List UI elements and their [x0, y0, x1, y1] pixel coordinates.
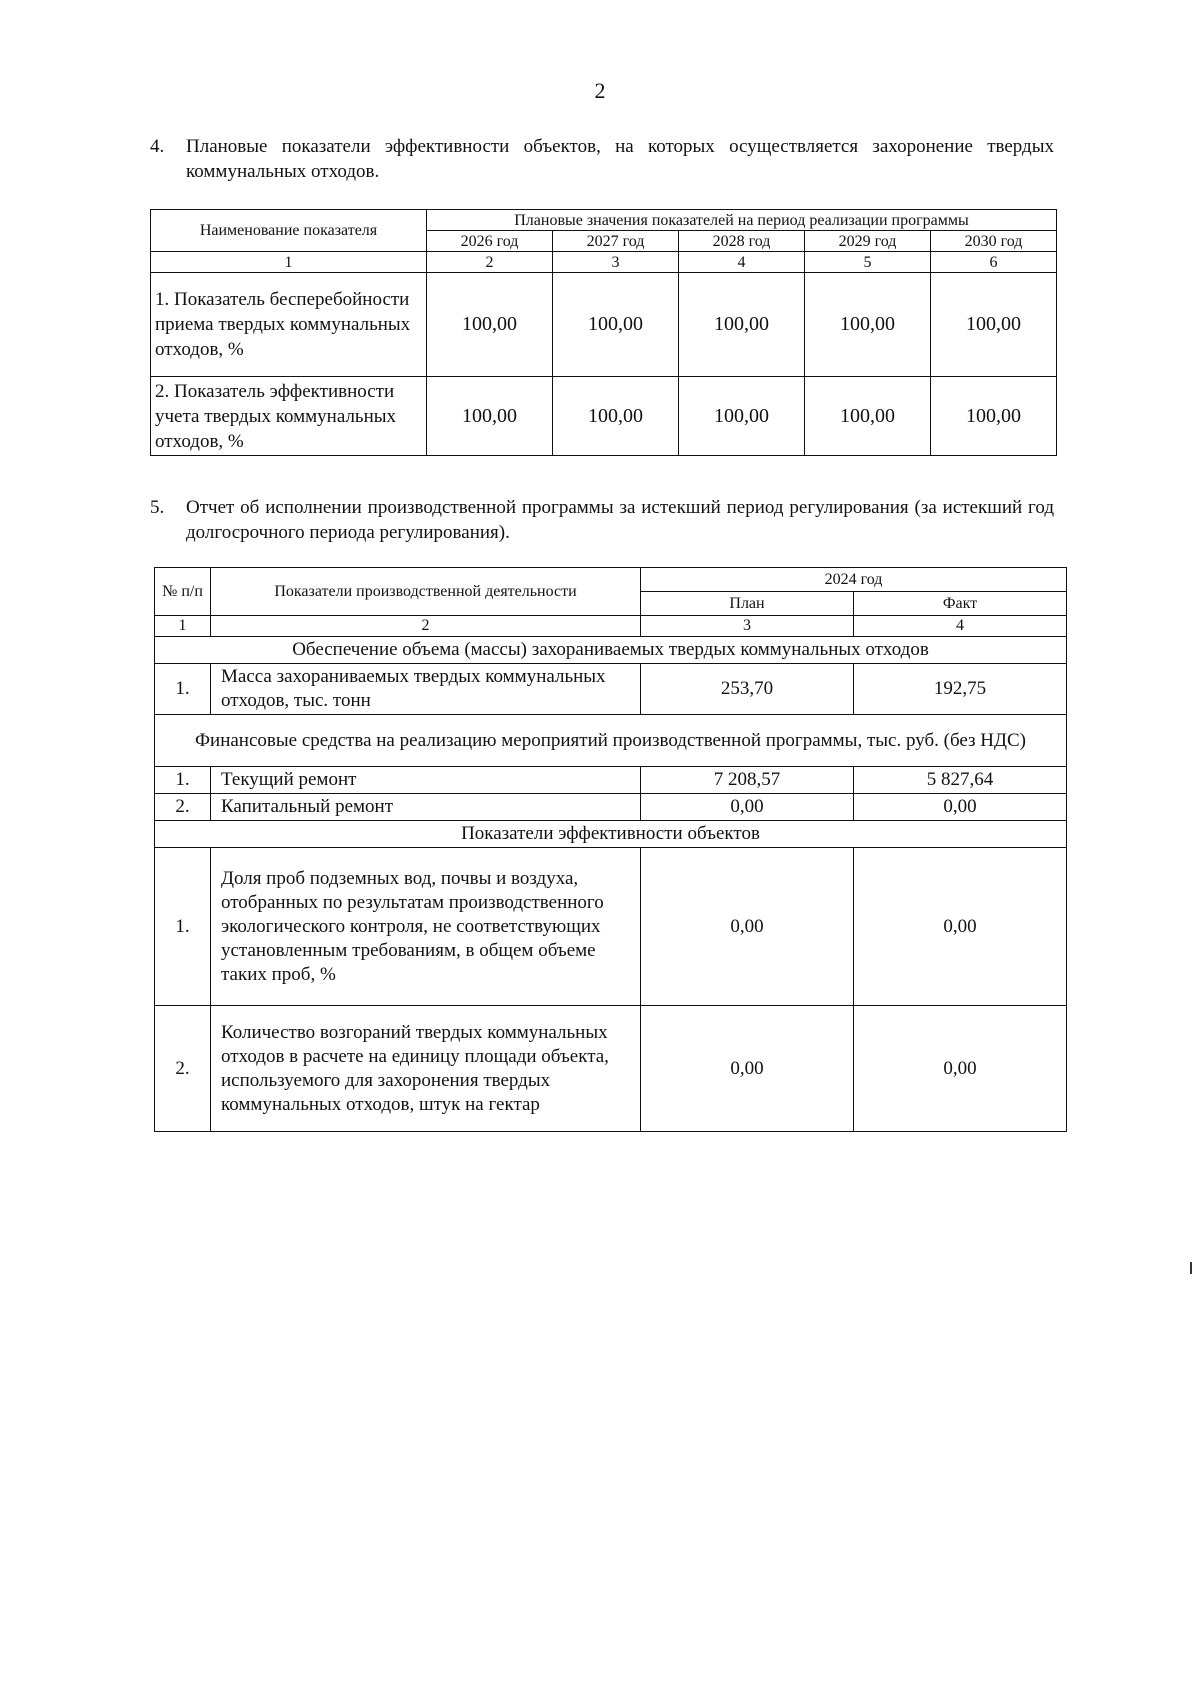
indicator-value: 100,00 — [931, 377, 1057, 456]
indicator-name: Количество возгораний твердых коммунальных отходов в расчете на единицу площади объекта, используемого для захоронения твердых коммунальных отходов, штук на гектар — [211, 1006, 641, 1132]
fact-column-header: Факт — [854, 592, 1067, 616]
column-number: 1 — [151, 252, 427, 273]
fact-value: 192,75 — [854, 664, 1067, 715]
table-row — [151, 377, 1057, 456]
indicator-value: 100,00 — [427, 273, 553, 377]
table-row — [151, 273, 1057, 377]
indicator-value: 100,00 — [805, 377, 931, 456]
section-5-number: 5. — [150, 497, 165, 518]
section-4-number: 4. — [150, 136, 165, 157]
row-number: 1. — [155, 848, 211, 1006]
column-number: 4 — [679, 252, 805, 273]
column-number-row — [151, 252, 1057, 273]
plan-value: 7 208,57 — [641, 767, 854, 794]
indicator-value: 100,00 — [805, 273, 931, 377]
indicator-name: Текущий ремонт — [211, 767, 641, 794]
row-number: 1. — [155, 664, 211, 715]
group-row — [155, 715, 1067, 767]
indicator-name: 2. Показатель эффективности учета твердых коммунальных отходов, % — [151, 377, 427, 456]
indicator-value: 100,00 — [427, 377, 553, 456]
row-number: 2. — [155, 794, 211, 821]
name-column-header: Наименование показателя — [151, 210, 427, 252]
fact-value: 0,00 — [854, 1006, 1067, 1132]
year-header: 2029 год — [805, 231, 931, 252]
column-number: 3 — [641, 616, 854, 637]
program-report-table — [154, 567, 1067, 1132]
plan-value: 0,00 — [641, 848, 854, 1006]
plan-value: 0,00 — [641, 1006, 854, 1132]
section-4-text: Плановые показатели эффективности объектов, на которых осуществляется захоронение твердых коммунальных отходов. — [186, 136, 1054, 182]
group-title: Финансовые средства на реализацию мероприятий производственной программы, тыс. руб. (без НДС) — [155, 715, 1067, 767]
year-header: 2028 год — [679, 231, 805, 252]
plan-value: 0,00 — [641, 794, 854, 821]
fact-value: 0,00 — [854, 794, 1067, 821]
page-number: 2 — [594, 78, 606, 103]
year-header: 2027 год — [553, 231, 679, 252]
table-row — [155, 794, 1067, 821]
indicator-value: 100,00 — [553, 273, 679, 377]
year-column-header: 2024 год — [641, 568, 1067, 592]
table-row — [155, 848, 1067, 1006]
column-number: 3 — [553, 252, 679, 273]
indicator-value: 100,00 — [931, 273, 1057, 377]
year-header: 2030 год — [931, 231, 1057, 252]
row-number: 1. — [155, 767, 211, 794]
column-number: 2 — [427, 252, 553, 273]
row-number: 2. — [155, 1006, 211, 1132]
column-number: 2 — [211, 616, 641, 637]
group-row — [155, 821, 1067, 848]
column-number: 4 — [854, 616, 1067, 637]
plan-column-header: План — [641, 592, 854, 616]
section-5-heading — [150, 495, 1054, 545]
indicator-value: 100,00 — [679, 377, 805, 456]
column-number: 1 — [155, 616, 211, 637]
table-row — [155, 1006, 1067, 1132]
section-4-heading — [150, 134, 1054, 184]
group-title: Обеспечение объема (массы) захораниваемых твердых коммунальных отходов — [155, 637, 1067, 664]
group-title: Показатели эффективности объектов — [155, 821, 1067, 848]
indicator-value: 100,00 — [679, 273, 805, 377]
indicator-name: 1. Показатель бесперебойности приема твердых коммунальных отходов, % — [151, 273, 427, 377]
section-5-text: Отчет об исполнении производственной программы за истекший период регулирования (за истекший год долгосрочного периода регулирования). — [186, 497, 1054, 543]
indicator-value: 100,00 — [553, 377, 679, 456]
period-column-header: Плановые значения показателей на период реализации программы — [427, 210, 1057, 231]
planned-indicators-table — [150, 209, 1057, 456]
column-number-row — [155, 616, 1067, 637]
fact-value: 0,00 — [854, 848, 1067, 1006]
fact-value: 5 827,64 — [854, 767, 1067, 794]
indicator-name: Капитальный ремонт — [211, 794, 641, 821]
table-row — [155, 664, 1067, 715]
indicator-column-header: Показатели производственной деятельности — [211, 568, 641, 616]
indicator-name: Масса захораниваемых твердых коммунальных отходов, тыс. тонн — [211, 664, 641, 715]
table-row — [155, 767, 1067, 794]
group-row — [155, 637, 1067, 664]
column-number: 6 — [931, 252, 1057, 273]
plan-value: 253,70 — [641, 664, 854, 715]
column-number: 5 — [805, 252, 931, 273]
year-header: 2026 год — [427, 231, 553, 252]
num-column-header: № п/п — [155, 568, 211, 616]
indicator-name: Доля проб подземных вод, почвы и воздуха, отобранных по результатам производственного экологического контроля, не соответствующих установленным требованиям, в общем объеме таких проб, % — [211, 848, 641, 1006]
scan-margin-mark — [1190, 1262, 1192, 1274]
